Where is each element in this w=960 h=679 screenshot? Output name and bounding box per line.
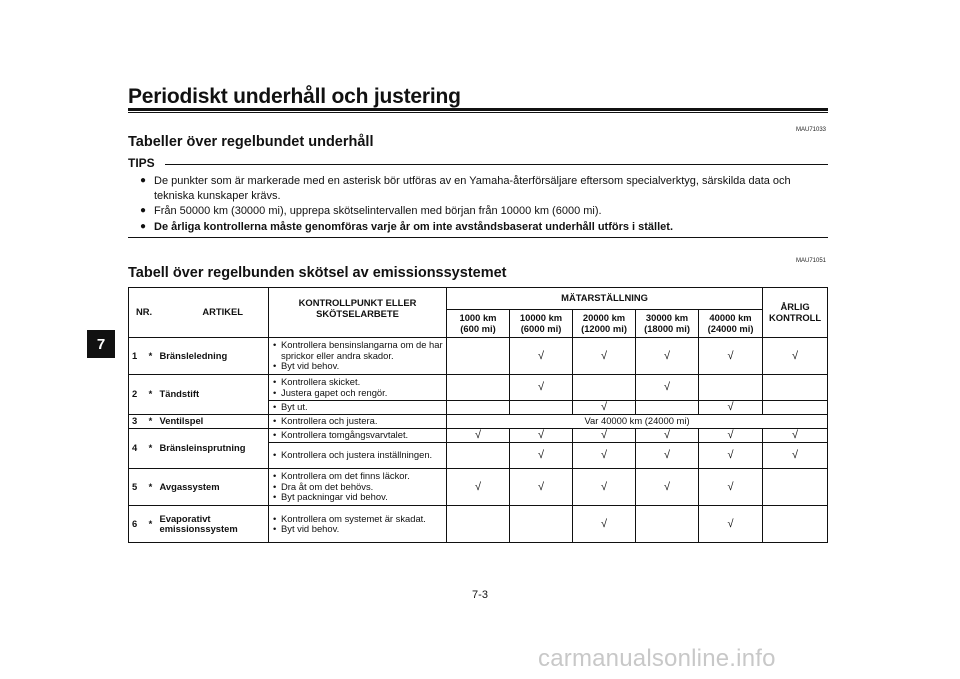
bullet-icon: ● [140,220,147,232]
tips-item: ● De punkter som är markerade med en asterisk bör utföras av en Yamaha-återförsäljare eftersom specialverktyg, särskilda data och tekniska kunskaper krävs. [140,175,791,202]
check-cell [636,401,699,415]
page-title: Periodiskt underhåll och justering [128,85,461,108]
check-mark: √ [636,429,699,443]
check-mark: √ [510,469,573,506]
emission-maintenance-table [128,287,828,543]
check-mark: √ [699,506,763,543]
interval-header: 40000 km (24000 mi) [699,310,763,338]
title-rule-thin [128,112,828,113]
check-cell [510,506,573,543]
check-cell [699,375,763,401]
row-item: Evaporativt emissionssystem [157,506,269,543]
row-checks: • Kontrollera och justera inställningen. [269,443,447,469]
interval-header: 20000 km (12000 mi) [573,310,636,338]
bullet-icon: ● [140,175,147,186]
table-row [129,506,828,543]
tips-item: ● De årliga kontrollerna måste genomföras varje år om inte avståndsbaserat underhåll utförs i stället. [140,220,673,233]
asterisk: * [145,506,157,543]
row-checks: • Kontrollera om systemet är skadat. • Byt vid behov. [269,506,447,543]
bullet-icon: ● [140,205,147,216]
tips-end-rule [128,237,828,238]
check-mark: √ [573,401,636,415]
chapter-tab: 7 [87,330,115,358]
check-mark: √ [699,338,763,375]
check-cell [763,506,828,543]
table-row [129,415,828,429]
table-row [129,429,828,443]
row-item: Bränsleledning [157,338,269,375]
check-cell [447,401,510,415]
check-mark: √ [510,375,573,401]
header-check: KONTROLLPUNKT ELLER SKÖTSELARBETE [269,288,447,338]
check-mark: √ [573,429,636,443]
check-mark: √ [636,443,699,469]
asterisk: * [145,375,157,415]
check-cell [763,375,828,401]
asterisk: * [145,338,157,375]
check-mark: √ [636,338,699,375]
check-mark: √ [763,429,828,443]
check-cell [447,338,510,375]
row-checks: • Kontrollera tomgångsvarvtalet. [269,429,447,443]
check-mark: √ [447,429,510,443]
asterisk: * [145,415,157,429]
table-row [129,338,828,375]
check-mark: √ [699,469,763,506]
section-code: MAU71051 [796,258,827,264]
check-mark: √ [699,401,763,415]
row-number: 1 [129,338,145,375]
row-checks: • Kontrollera om det finns läckor. • Dra åt om det behövs. • Byt packningar vid behov. [269,469,447,506]
check-cell [447,443,510,469]
tips-label: TIPS [128,156,155,170]
row-checks: • Byt ut. [269,401,447,415]
interval-header: 10000 km (6000 mi) [510,310,573,338]
check-cell [636,506,699,543]
check-cell [447,375,510,401]
row-item: Tändstift [157,375,269,415]
check-cell [763,401,828,415]
table-row [129,469,828,506]
asterisk: * [145,429,157,469]
check-mark: √ [636,469,699,506]
row-number: 2 [129,375,145,415]
check-mark: √ [447,469,510,506]
row-number: 3 [129,415,145,429]
check-cell [763,469,828,506]
check-mark: √ [636,375,699,401]
header-item: ARTIKEL [202,306,244,318]
check-mark: √ [573,506,636,543]
row-item: Bränsleinsprutning [157,429,269,469]
header-nr: NR. [136,306,153,318]
header-annual: ÅRLIG KONTROLL [763,288,828,338]
check-mark: √ [763,443,828,469]
row-checks: • Kontrollera bensinslangarna om de har sprickor eller andra skador. • Byt vid behov. [269,338,447,375]
check-mark: √ [510,443,573,469]
row-checks: • Kontrollera och justera. [269,415,447,429]
section-heading: Tabell över regelbunden skötsel av emissionssystemet [128,265,507,281]
tips-list [140,174,830,235]
interval-header: 1000 km (600 mi) [447,310,510,338]
asterisk: * [145,469,157,506]
check-mark: √ [510,338,573,375]
tips-rule [165,164,828,165]
table-row [129,375,828,401]
check-mark: √ [763,338,828,375]
header-odometer: MÄTARSTÄLLNING [447,288,763,310]
check-cell [573,375,636,401]
watermark: carmanualsonline.info [538,645,776,672]
row-number: 6 [129,506,145,543]
row-item: Avgassystem [157,469,269,506]
page-number: 7-3 [472,589,488,601]
check-mark: √ [510,429,573,443]
check-mark: √ [573,469,636,506]
check-cell [447,506,510,543]
check-cell [510,401,573,415]
check-mark: √ [573,443,636,469]
tips-item: ● Från 50000 km (30000 mi), upprepa skötselintervallen med början från 10000 km (6000 mi). [140,205,602,217]
interval-header: 30000 km (18000 mi) [636,310,699,338]
row-number: 4 [129,429,145,469]
header-nr-item [129,288,269,338]
row-checks: • Kontrollera skicket. • Justera gapet och rengör. [269,375,447,401]
check-mark: √ [699,429,763,443]
row-number: 5 [129,469,145,506]
row-item: Ventilspel [157,415,269,429]
check-mark: √ [699,443,763,469]
check-mark: √ [573,338,636,375]
section-heading: Tabeller över regelbundet underhåll [128,134,374,150]
title-rule [128,108,828,111]
interval-note: Var 40000 km (24000 mi) [447,415,828,429]
section-code: MAU71033 [796,127,827,133]
